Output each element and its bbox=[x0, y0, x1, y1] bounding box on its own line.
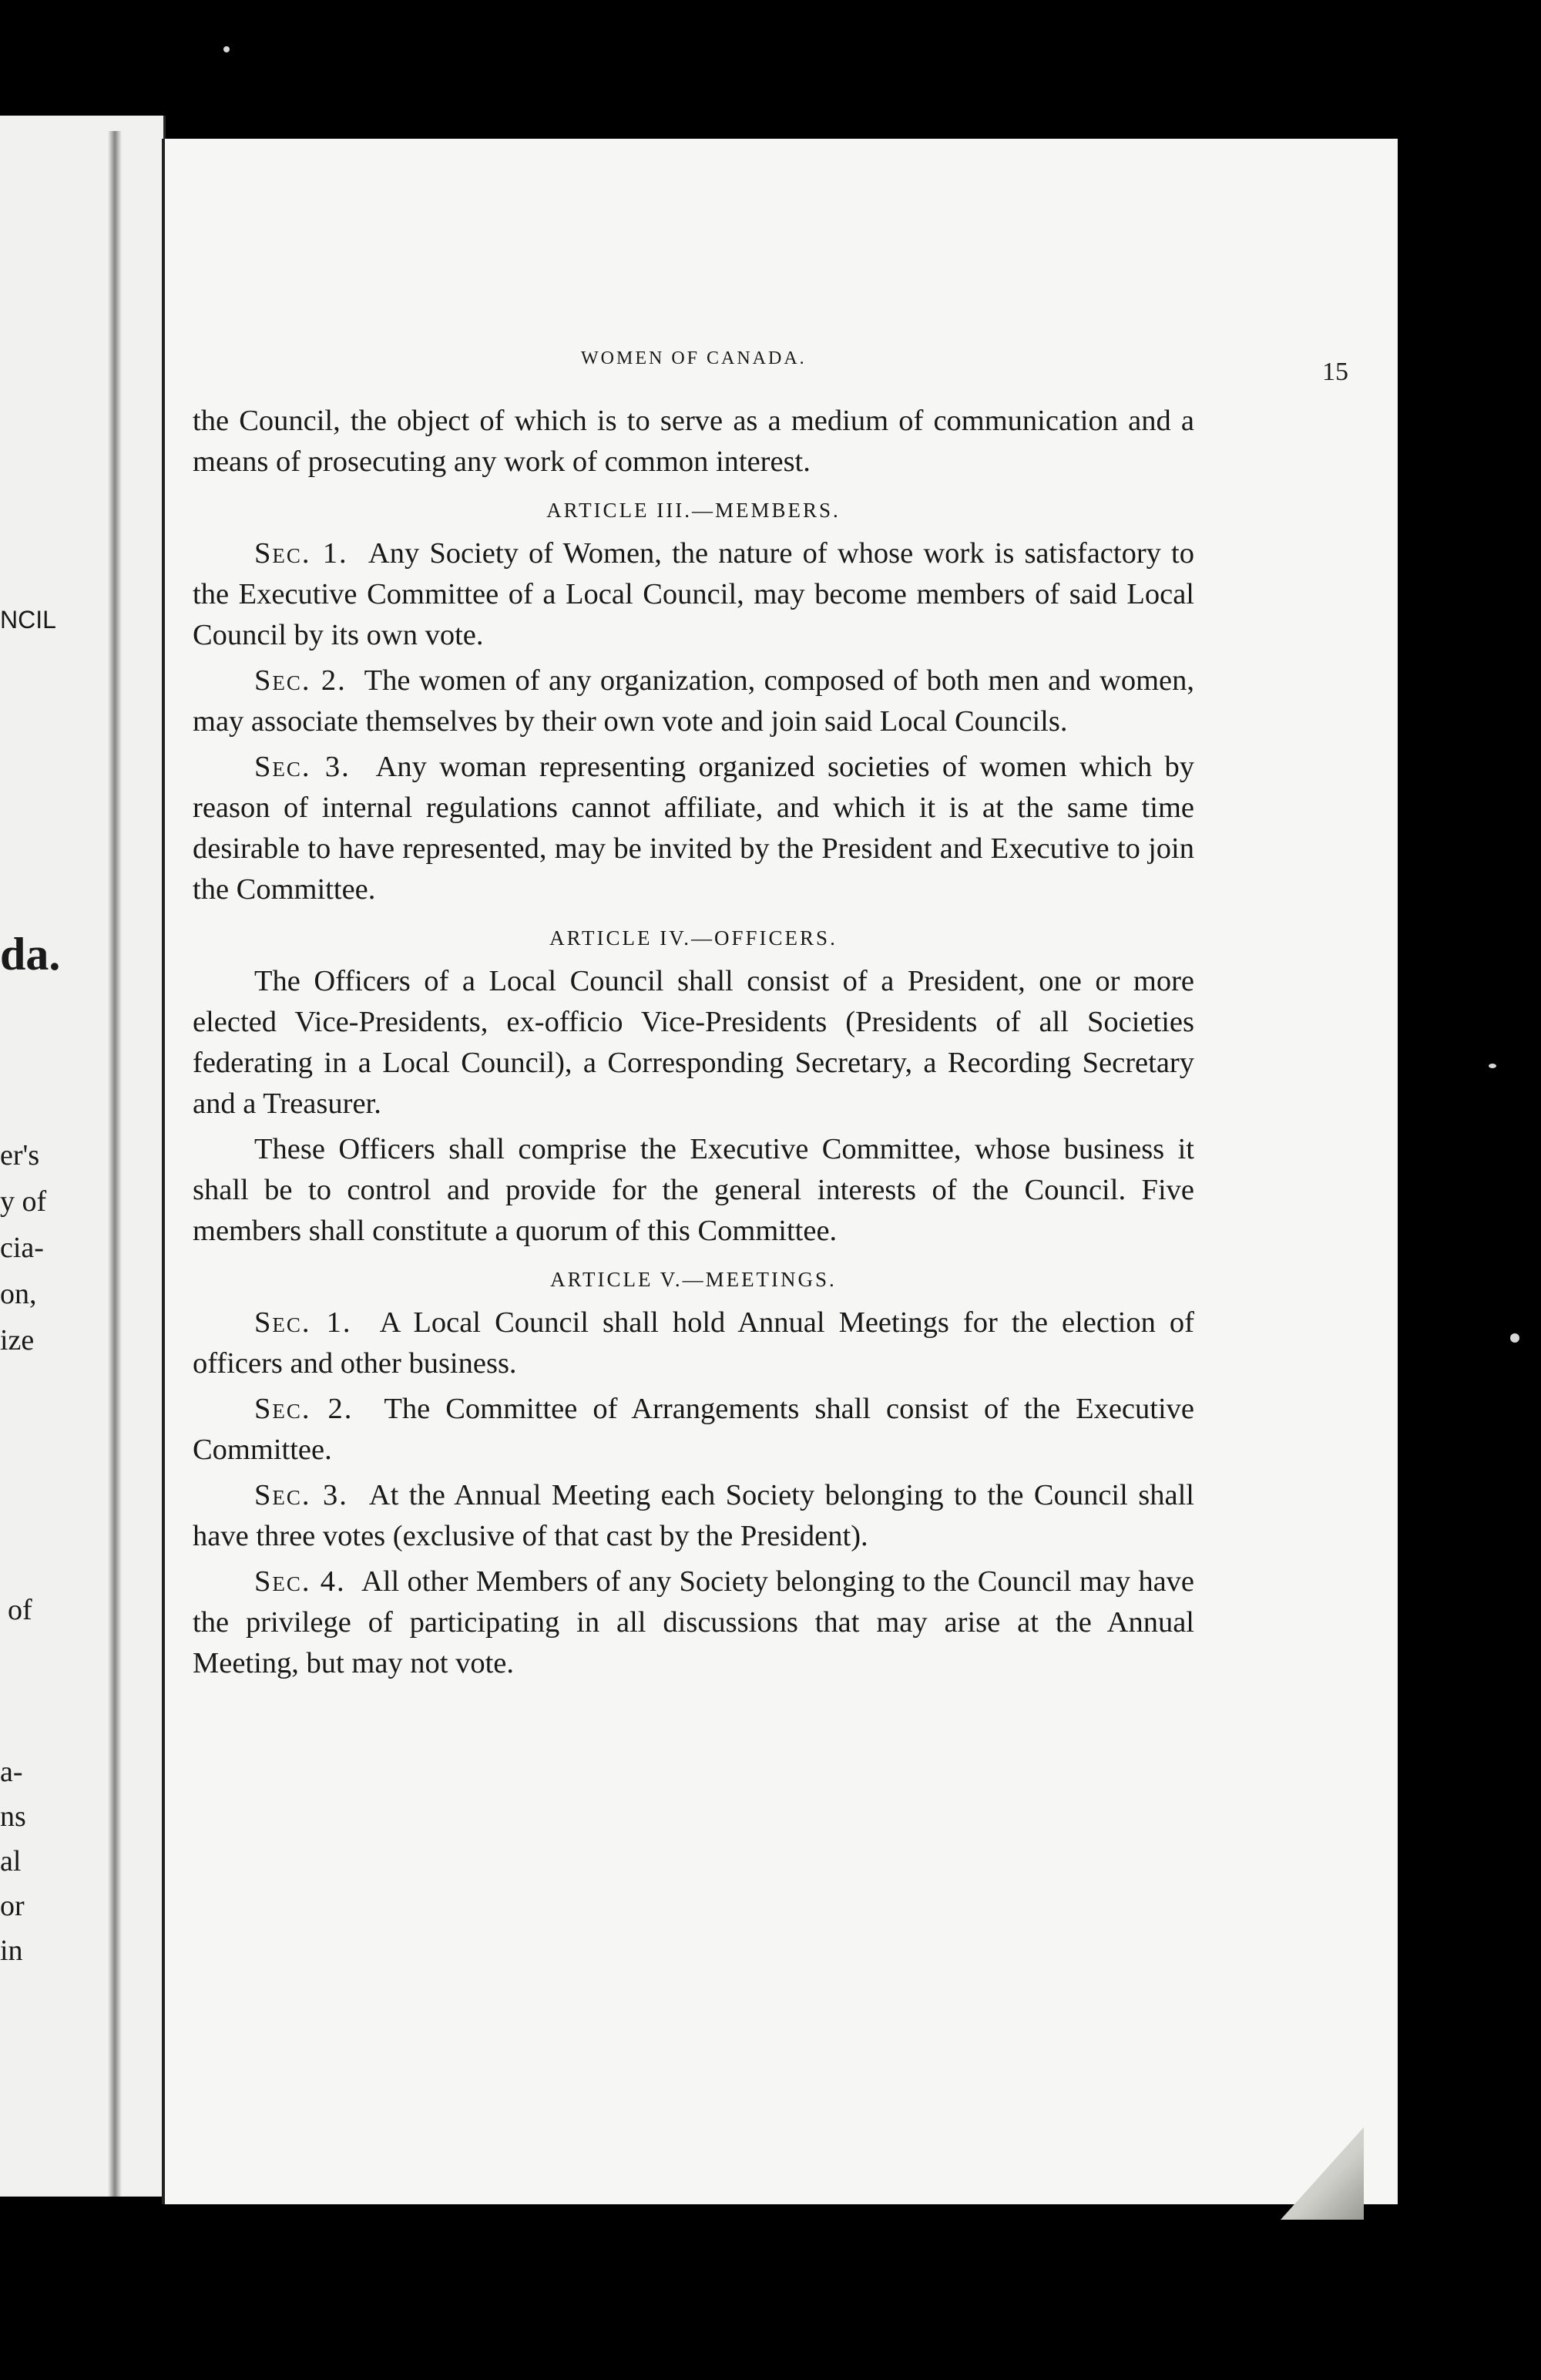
article-4-heading: ARTICLE IV.—OFFICERS. bbox=[549, 926, 838, 950]
section-text: The women of any organization, composed of both men and women, may associate themselves by their own vote and join said Local Councils. bbox=[193, 664, 1195, 738]
section-label: Sec. 1. bbox=[254, 537, 348, 570]
left-page-fragment: NCIL bbox=[0, 606, 56, 634]
section-label: Sec. 2. bbox=[254, 664, 347, 697]
left-page-fragment: of bbox=[8, 1594, 32, 1626]
article-5-sec-2 bbox=[193, 1389, 1194, 1471]
left-page-fragment: er's bbox=[0, 1139, 40, 1172]
left-page-fragment: in bbox=[0, 1935, 23, 1967]
article-5-sec-1 bbox=[193, 1303, 1194, 1384]
article-3-sec-3 bbox=[193, 747, 1194, 910]
article-5-heading: ARTICLE V.—MEETINGS. bbox=[550, 1268, 837, 1291]
section-text: All other Members of any Society belonging to the Council may have the privilege of participating in all discussions that may arise at the Annual Meeting, but may not vote. bbox=[193, 1565, 1195, 1679]
dust-speck bbox=[223, 46, 230, 52]
article-4-para-1: The Officers of a Local Council shall consist of a President, one or more elected Vice-Presidents, ex-officio Vice-Presidents (Presidents of all Societies federating in a Local Council), a Corresponding Secretary, a Recording Secretary and a Treasurer. bbox=[193, 965, 1194, 1120]
left-page-fragment: cia- bbox=[0, 1232, 44, 1264]
left-page-fragment: or bbox=[0, 1890, 25, 1922]
section-label: Sec. 4. bbox=[254, 1565, 346, 1598]
gutter-shadow bbox=[108, 131, 122, 2212]
section-text: Any Society of Women, the nature of whose work is satisfactory to the Executive Committee of a Local Council, may become members of said Local Council by its own vote. bbox=[193, 537, 1195, 651]
section-label: Sec. 2. bbox=[254, 1393, 354, 1425]
left-page-fragment: ize bbox=[0, 1324, 35, 1356]
dust-speck bbox=[1510, 1333, 1519, 1343]
article-3-sec-1 bbox=[193, 533, 1194, 656]
left-page-fragment: da. bbox=[0, 929, 61, 980]
running-head: WOMEN OF CANADA. bbox=[581, 348, 807, 368]
section-label: Sec. 3. bbox=[254, 1479, 348, 1511]
left-page-fragment: y of bbox=[0, 1185, 47, 1218]
section-label: Sec. 1. bbox=[254, 1306, 352, 1339]
article-5-sec-3 bbox=[193, 1475, 1194, 1557]
left-page-fragment: ns bbox=[0, 1800, 26, 1833]
left-facing-page bbox=[0, 116, 166, 2197]
article-3-sec-2 bbox=[193, 661, 1194, 742]
article-5-sec-4 bbox=[193, 1561, 1194, 1684]
section-text: A Local Council shall hold Annual Meetings for the election of officers and other business. bbox=[193, 1306, 1195, 1380]
section-text: The Committee of Arrangements shall consist of the Executive Committee. bbox=[193, 1393, 1194, 1466]
intro-paragraph: the Council, the object of which is to serve as a medium of communication and a means of prosecuting any work of common interest. bbox=[193, 405, 1194, 478]
page-body bbox=[193, 401, 1194, 1689]
left-page-fragment: on, bbox=[0, 1278, 37, 1310]
page-number: 15 bbox=[1322, 358, 1348, 386]
left-page-fragment: a- bbox=[0, 1756, 23, 1788]
section-label: Sec. 3. bbox=[254, 751, 351, 783]
right-page bbox=[162, 139, 1398, 2204]
article-3-heading: ARTICLE III.—MEMBERS. bbox=[546, 499, 841, 522]
section-text: At the Annual Meeting each Society belonging to the Council shall have three votes (exclusive of that cast by the President). bbox=[193, 1479, 1194, 1552]
left-page-fragment: al bbox=[0, 1845, 22, 1877]
section-text: Any woman representing organized societies of women which by reason of internal regulations cannot affiliate, and which it is at the same time desirable to have represented, may be invited by the President and Executive to join the Committee. bbox=[193, 751, 1195, 906]
dust-speck bbox=[1489, 1064, 1496, 1068]
article-4-para-2: These Officers shall comprise the Executive Committee, whose business it shall be to control and provide for the general interests of the Council. Five members shall constitute a quorum of this Committee. bbox=[193, 1133, 1194, 1247]
